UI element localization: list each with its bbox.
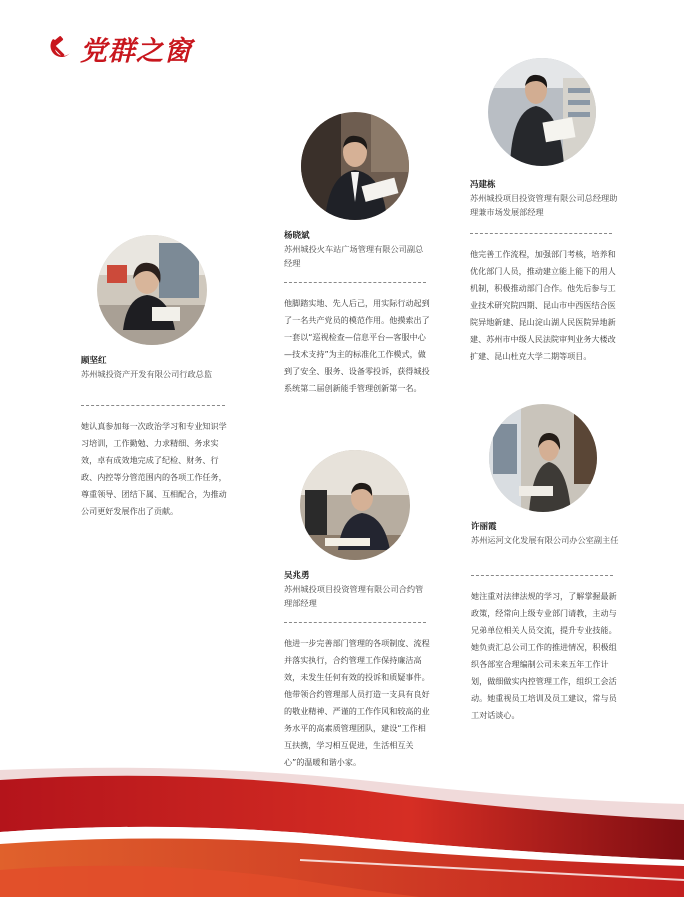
person-role: 苏州运河文化发展有限公司办公室副主任 [471,535,619,545]
person-photo [488,58,596,166]
person-name: 吴兆勇 [284,571,310,581]
divider [284,282,426,283]
person-description: 她注重对法律法规的学习，了解掌握最新政策，经常向上级专业部门请教，主动与兄弟单位相关人员交流，提升专业技能。她负责汇总公司工作的推进情况，积极组织各部室合理编制公司未来五年工作计划，做细做实内控管理工作，组织工会活动。她重视员工培训及员工建议，常与员工对话谈心。 [471,591,617,720]
person-photo [97,235,207,345]
divider [471,575,613,576]
page-title: 党群之窗 [80,35,192,67]
divider [470,233,612,234]
person-photo [301,112,409,220]
person-name: 冯建栋 [470,180,496,190]
person-role: 苏州城投火车站广场管理有限公司副总经理 [284,244,424,268]
person-photo [489,404,597,512]
person-photo [300,450,410,560]
page-header [44,30,192,66]
person-role: 苏州城投项目投资管理有限公司合约管理部经理 [284,584,424,608]
person-role: 苏州城投资产开发有限公司行政总监 [81,369,213,379]
divider [284,622,426,623]
person-name: 顾坚红 [81,356,107,366]
person-name: 杨晓斌 [284,231,310,241]
person-description: 他完善工作流程，加强部门考核，培养和优化部门人员，推动建立能上能下的用人机制，积极推动部门合作。他先后参与工业技术研究院四期、昆山市中西医结合医院异地新建、昆山淀山湖人民医院异地新建、苏州市中级人民法院审判业务大楼改扩建、昆山杜克大学二期等项目。 [470,249,616,361]
hammer-sickle-icon [44,33,74,63]
decorative-wave [0,740,684,897]
person-description: 他进一步完善部门管理的各项制度、流程并落实执行，合约管理工作保持廉洁高效，未发生任何有效的投诉和质疑事件。他带领合约管理部人员打造一支具有良好的敬业精神、严谨的工作作风和较高的业务水平的高素质管理团队，建设“工作相互扶携，学习相互促进，生活相互关心”的温暖和谐小家。 [284,638,430,767]
person-description: 他脚踏实地、先人后己，用实际行动起到了一名共产党员的模范作用。他摸索出了一套以“巡视检查—信息平台—客服中心—技术支持”为主的标准化工作模式，做到了安全、服务、设备零投诉，获得城投系统第二届创新能手管理创新第一名。 [284,298,430,393]
person-description: 她认真参加每一次政治学习和专业知识学习培训，工作勤勉、力求精细、务求实效，卓有成效地完成了纪检、财务、行政、内控等分管范围内的各项工作任务，尊重领导、团结下属、互相配合，为推动公司更好发展作出了贡献。 [81,421,227,516]
divider [81,405,225,406]
person-role: 苏州城投项目投资管理有限公司总经理助理兼市场发展部经理 [470,193,618,217]
person-name: 许丽霞 [471,522,497,532]
